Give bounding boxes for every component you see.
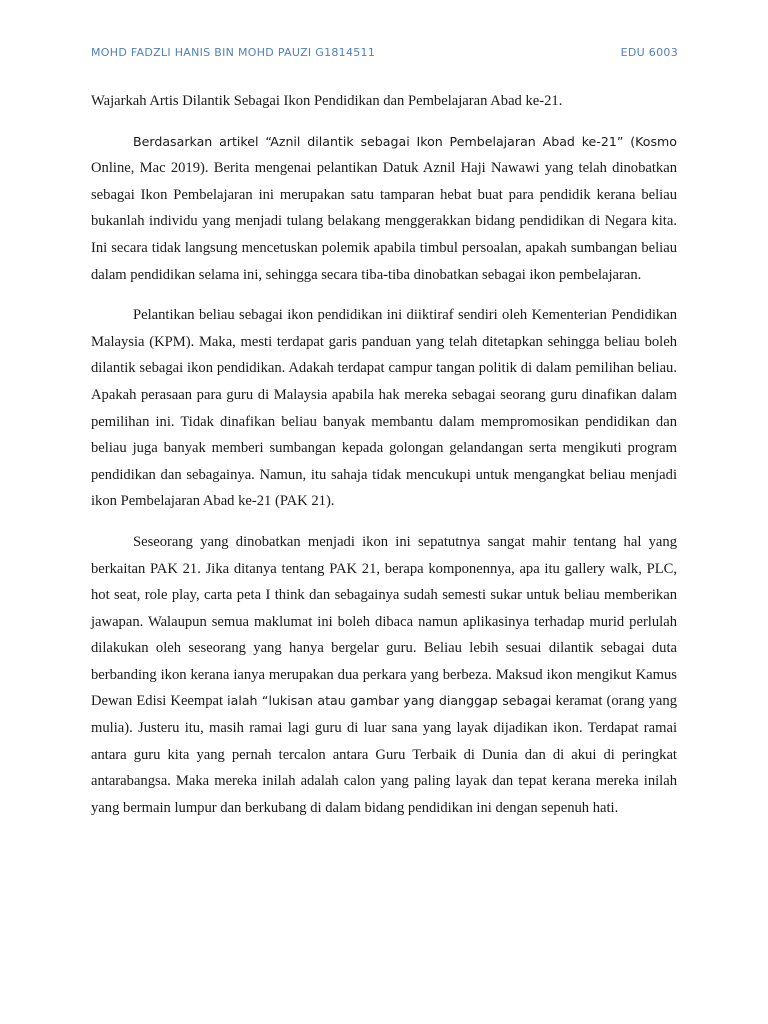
document-body — [91, 88, 677, 835]
header-course-code: EDU 6003 — [620, 46, 678, 59]
paragraph-3 — [91, 529, 677, 822]
paragraph-1-rest: Online, Mac 2019). Berita mengenai pelantikan Datuk Aznil Haji Nawawi yang telah dinobatkan sebagai Ikon Pembelajaran ini merupakan satu tamparan hebat buat para pendidik kerana beliau bukanlah individu yang menjadi tulang belakang menggerakkan bidang pendidikan di Negara kita. Ini secara tidak langsung mencetuskan polemik apabila timbul persoalan, apakah sumbangan beliau dalam pendidikan selama ini, sehingga secara tiba-tiba dinobatkan sebagai ikon pembelajaran. — [91, 160, 677, 283]
paragraph-2: Pelantikan beliau sebagai ikon pendidikan ini diiktiraf sendiri oleh Kementerian Pendidikan Malaysia (KPM). Maka, mesti terdapat garis panduan yang telah ditetapkan sehingga beliau boleh dilantik sebagai ikon pendidikan. Adakah terdapat campur tangan politik di dalam pemilihan beliau. Apakah perasaan para guru di Malaysia apabila hak mereka sebagai seorang guru dinafikan dalam pemilihan ini. Tidak dinafikan beliau banyak membantu dalam mempromosikan pendidikan dan beliau juga banyak memberi sumbangan kepada golongan gelandangan serta mengikuti program pendidikan dan sebagainya. Namun, itu sahaja tidak mencukupi untuk mengangkat beliau menjadi ikon Pembelajaran Abad ke-21 (PAK 21). — [91, 307, 677, 510]
paragraph-3-definition-quote: ialah “lukisan atau gambar yang dianggap sebagai — [227, 693, 552, 709]
document-title: Wajarkah Artis Dilantik Sebagai Ikon Pendidikan dan Pembelajaran Abad ke-21. — [91, 93, 563, 109]
paragraph-3-part-a: Seseorang yang dinobatkan menjadi ikon ini sepatutnya sangat mahir tentang hal yang berkaitan PAK 21. Jika ditanya tentang PAK 21, berapa komponennya, apa itu gallery walk, PLC, hot seat, role play, carta peta I think dan sebagainya sudah semesti sukar untuk beliau memberikan jawapan. Walaupun semua maklumat ini boleh dibaca namun aplikasinya terhadap murid perlulah dilakukan oleh seseorang yang hanya bergelar guru. Beliau lebih sesuai dilantik sebagai duta berbanding ikon kerana ianya merupakan dua perkara yang berbeza. Maksud ikon mengikut Kamus Dewan Edisi Keempat — [91, 533, 677, 710]
page-header — [91, 46, 678, 64]
header-author: MOHD FADZLI HANIS BIN MOHD PAUZI G1814511 — [91, 46, 376, 59]
paragraph-3-part-c: keramat (orang yang mulia). Justeru itu, masih ramai lagi guru di luar sana yang layak dijadikan ikon. Terdapat ramai antara guru kita yang pernah tercalon antara Guru Terbaik di Dunia dan di akui di peringkat antarabangsa. Maka mereka inilah adalah calon yang paling layak dan tepat kerana mereka inilah yang bermain lumpur dan berkubang di dalam bidang pendidikan ini dengan sepenuh hati. — [91, 693, 677, 816]
paragraph-1-lead: Berdasarkan artikel “Aznil dilantik sebagai Ikon Pembelajaran Abad ke-21” (Kosmo — [133, 133, 677, 149]
paragraph-1 — [91, 129, 677, 289]
